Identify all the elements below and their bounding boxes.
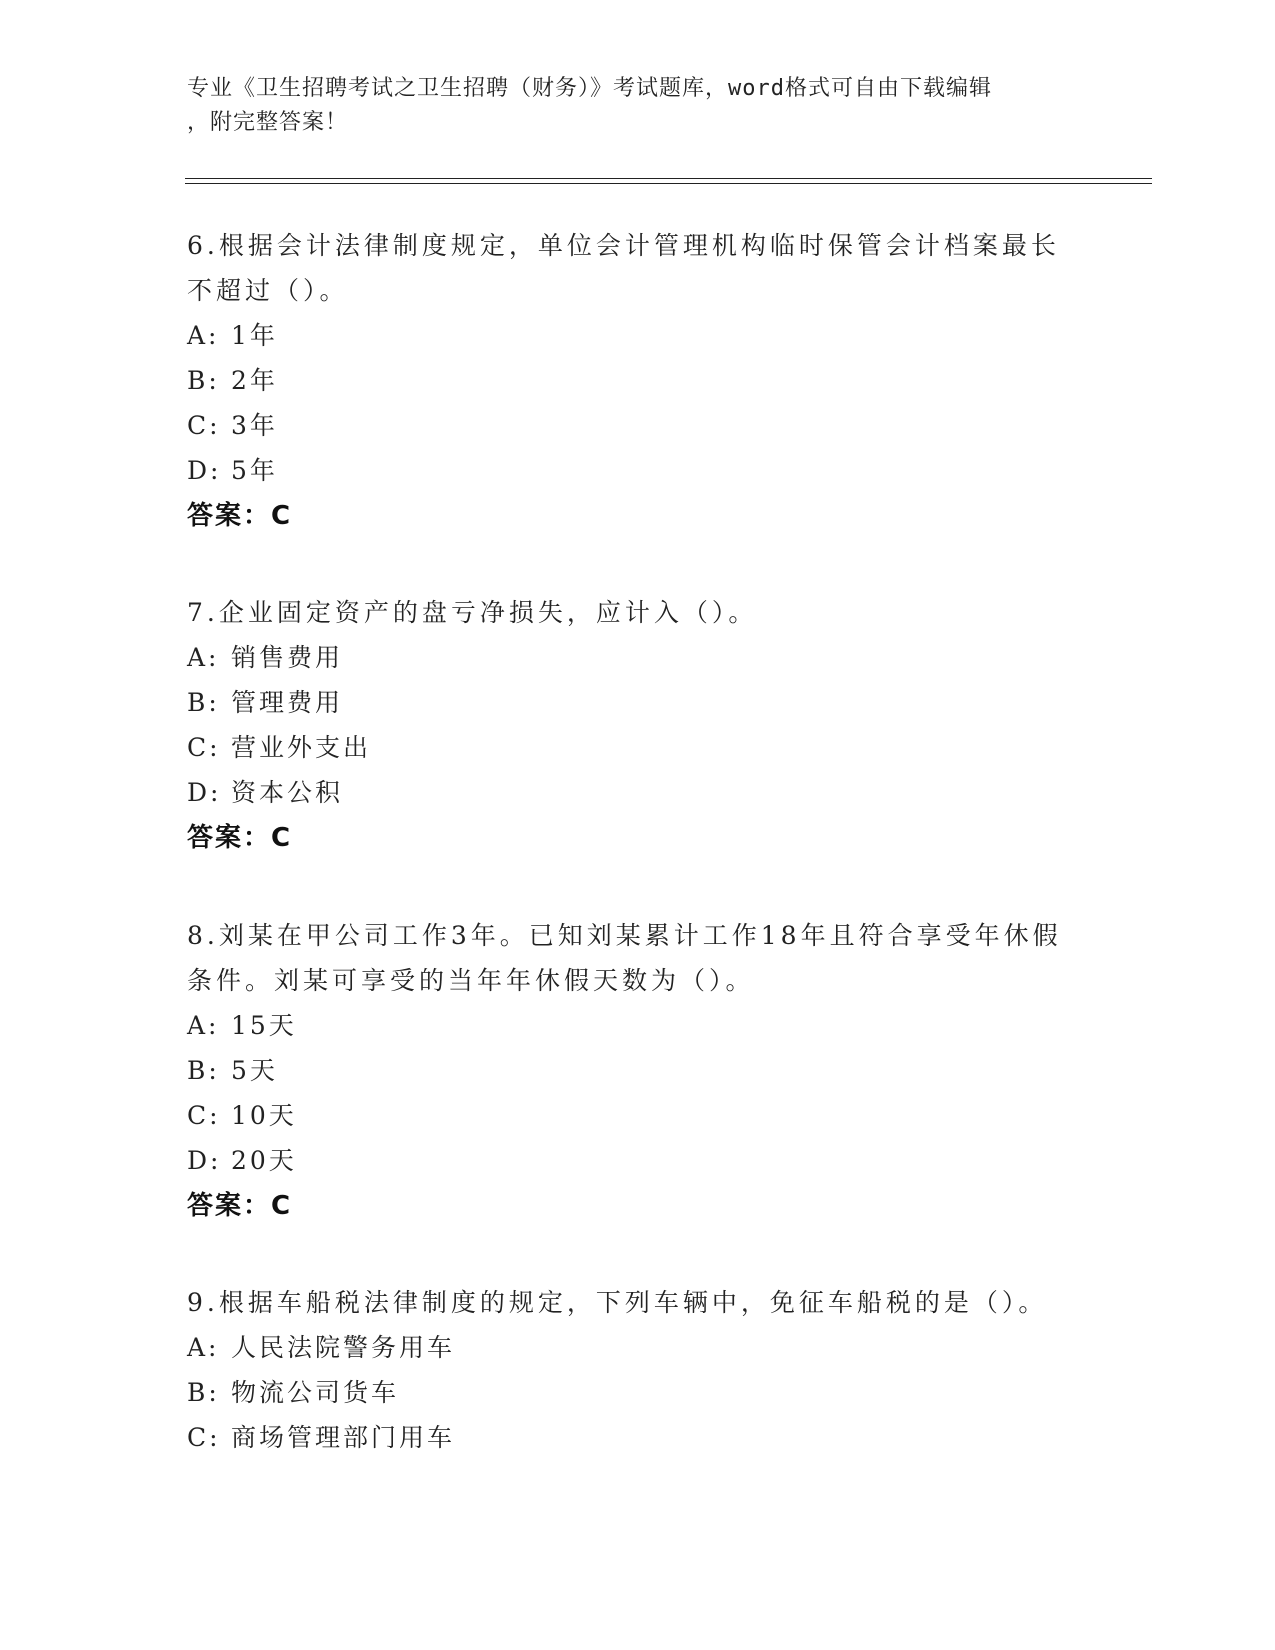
option-d (187, 1138, 1087, 1183)
option-key: D: (187, 1146, 222, 1175)
option-key: A: (187, 1333, 220, 1362)
option-b (187, 1048, 1087, 1093)
option-c (187, 1093, 1087, 1138)
option-d (187, 448, 1087, 493)
option-a (187, 635, 1087, 680)
option-a (187, 1003, 1087, 1048)
option-text: 3年 (231, 411, 278, 440)
option-text: 资本公积 (231, 778, 344, 807)
question-stem-line-1: 7.企业固定资产的盘亏净损失，应计入（）。 (187, 598, 758, 627)
option-b (187, 358, 1087, 403)
option-text: 15天 (231, 1011, 297, 1040)
option-text: 人民法院警务用车 (231, 1333, 456, 1362)
question-6 (187, 223, 1087, 539)
option-b (187, 1370, 1087, 1415)
option-b (187, 680, 1087, 725)
option-key: D: (187, 778, 222, 807)
option-c (187, 403, 1087, 448)
header-line-2: ，附完整答案！ (187, 110, 349, 135)
option-key: B: (187, 1378, 220, 1407)
option-text: 管理费用 (231, 688, 344, 717)
option-text: 2年 (231, 366, 278, 395)
option-text: 5天 (231, 1056, 278, 1085)
option-c (187, 725, 1087, 770)
option-key: B: (187, 1056, 220, 1085)
question-stem-line-1: 6.根据会计法律制度规定，单位会计管理机构临时保管会计档案最长 (187, 231, 1060, 260)
option-a (187, 313, 1087, 358)
option-text: 5年 (231, 456, 278, 485)
question-9 (187, 1280, 1087, 1460)
option-key: C: (187, 733, 221, 762)
option-text: 物流公司货车 (231, 1378, 400, 1407)
answer: 答案：C (187, 501, 293, 531)
option-text: 销售费用 (231, 643, 344, 672)
question-stem-line-1: 9.根据车船税法律制度的规定，下列车辆中，免征车船税的是（）。 (187, 1288, 1048, 1317)
question-8 (187, 913, 1087, 1229)
option-key: D: (187, 456, 222, 485)
option-key: A: (187, 1011, 220, 1040)
question-7 (187, 590, 1087, 861)
answer: 答案：C (187, 823, 293, 853)
header-divider-bottom (185, 183, 1152, 184)
header-divider-top (185, 178, 1152, 179)
option-text: 营业外支出 (231, 733, 372, 762)
option-text: 1年 (231, 321, 278, 350)
option-key: C: (187, 1101, 221, 1130)
question-stem-line-2: 不超过（）。 (187, 276, 349, 305)
option-key: A: (187, 643, 220, 672)
option-c (187, 1415, 1087, 1460)
header-line-1: 专业《卫生招聘考试之卫生招聘（财务）》考试题库，word格式可自由下载编辑 (187, 76, 992, 101)
option-a (187, 1325, 1087, 1370)
option-key: B: (187, 366, 220, 395)
question-stem-line-2: 条件。刘某可享受的当年年休假天数为（）。 (187, 966, 755, 995)
option-d (187, 770, 1087, 815)
option-text: 商场管理部门用车 (231, 1423, 456, 1452)
option-key: B: (187, 688, 220, 717)
option-text: 10天 (231, 1101, 297, 1130)
option-text: 20天 (231, 1146, 297, 1175)
option-key: C: (187, 411, 221, 440)
option-key: C: (187, 1423, 221, 1452)
answer: 答案：C (187, 1191, 293, 1221)
document-header (187, 72, 1087, 140)
question-stem-line-1: 8.刘某在甲公司工作3年。已知刘某累计工作18年且符合享受年休假 (187, 921, 1062, 950)
option-key: A: (187, 321, 220, 350)
